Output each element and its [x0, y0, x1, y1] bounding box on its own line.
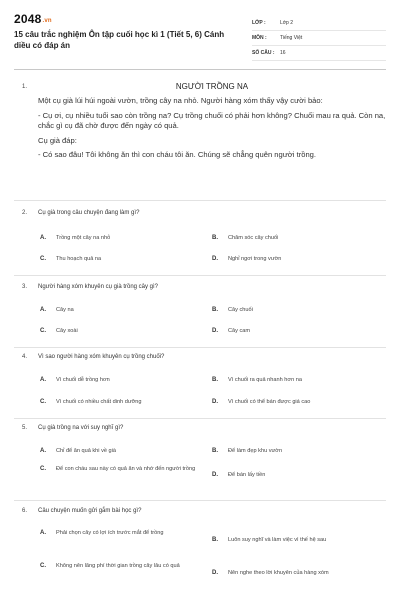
question-number: 1.	[22, 84, 28, 90]
logo-main: 2048	[14, 12, 42, 26]
option-key: A.	[40, 448, 46, 454]
option-text: Để con cháu sau này có quả ăn và nhớ đến người trồng	[56, 466, 196, 472]
answer-option-b[interactable]	[212, 536, 326, 544]
question-text: Người hàng xóm khuyên cụ già trồng cây gì?	[38, 284, 159, 290]
option-text: Vì chuối dễ trồng hơn	[56, 377, 110, 383]
answer-option-d[interactable]	[212, 471, 265, 479]
answer-option-c[interactable]	[40, 562, 210, 570]
option-key: B.	[212, 307, 218, 313]
option-key: D.	[212, 328, 218, 334]
option-key: A.	[40, 530, 46, 536]
answer-option-c[interactable]	[40, 465, 210, 473]
answer-option-d[interactable]	[212, 255, 281, 263]
answer-option-b[interactable]	[212, 376, 302, 384]
answer-option-b[interactable]	[212, 234, 278, 242]
option-text: Nghỉ ngơi trong vườn	[228, 256, 282, 262]
option-text: Cây xoài	[56, 328, 78, 334]
option-key: C.	[40, 466, 46, 472]
divider	[14, 500, 386, 501]
site-logo[interactable]	[14, 12, 52, 26]
info-table	[252, 16, 386, 61]
option-key: B.	[212, 448, 218, 454]
info-label: MÔN :	[252, 35, 267, 41]
document-title: 15 câu trắc nghiệm Ôn tập cuối học kì 1 (Tiết 5, 6) Cánh diều có đáp án	[14, 30, 225, 50]
info-label: SỐ CÂU :	[252, 50, 275, 56]
passage-paragraph: - Có sao đâu! Tôi không ăn thì con cháu tôi ăn. Chúng sẽ chẳng quên người trồng.	[38, 150, 316, 159]
option-key: A.	[40, 307, 46, 313]
option-key: D.	[212, 256, 218, 262]
question-number: 5.	[22, 425, 28, 431]
option-text: Vì chuối có nhiều chất dinh dưỡng	[56, 399, 142, 405]
header-divider	[14, 69, 386, 70]
info-value: Lớp 2	[280, 20, 294, 26]
answer-option-a[interactable]	[40, 447, 116, 455]
option-text: Để bán lấy tiền	[228, 472, 266, 478]
option-text: Chỉ để ăn quả khi về già	[56, 448, 117, 454]
option-key: C.	[40, 563, 46, 569]
option-text: Cây na	[56, 307, 74, 313]
passage-title: NGƯỜI TRỒNG NA	[175, 82, 249, 91]
info-row-class	[252, 16, 386, 31]
reading-passage	[38, 82, 386, 165]
answer-option-c[interactable]	[40, 255, 101, 263]
passage-paragraph: - Cụ ơi, cụ nhiều tuổi sao còn trồng na? Cụ trồng chuối có phải hơn không? Chuối mau ra quả. Còn na, chắc gì cụ đã chờ được đến ngày có quả.	[38, 110, 386, 130]
answer-option-a[interactable]	[40, 376, 110, 384]
answer-option-b[interactable]	[212, 447, 282, 455]
info-value: 16	[280, 50, 286, 56]
question-text: Cụ già trồng na với suy nghĩ gì?	[38, 425, 124, 431]
divider	[14, 200, 386, 201]
passage-paragraph: Cụ già đáp:	[38, 135, 77, 145]
answer-option-a[interactable]	[40, 234, 110, 242]
option-key: A.	[40, 235, 46, 241]
question-text: Vì sao người hàng xóm khuyên cụ trồng chuối?	[38, 354, 165, 360]
logo-suffix: .vn	[42, 18, 52, 24]
question-number: 4.	[22, 354, 28, 360]
info-row-count	[252, 46, 386, 61]
option-key: C.	[40, 399, 46, 405]
option-key: B.	[212, 235, 218, 241]
option-text: Chăm sóc cây chuối	[228, 235, 279, 241]
option-key: A.	[40, 377, 46, 383]
question-number: 6.	[22, 508, 28, 514]
question-number: 2.	[22, 210, 28, 216]
answer-option-a[interactable]	[40, 529, 210, 537]
option-text: Trồng một cây na nhỏ	[56, 235, 111, 241]
info-label: LỚP :	[252, 20, 266, 26]
answer-option-c[interactable]	[40, 327, 78, 335]
question-text: Câu chuyện muốn gửi gắm bài học gì?	[38, 508, 142, 514]
answer-option-d[interactable]	[212, 569, 329, 577]
divider	[14, 275, 386, 276]
option-key: D.	[212, 399, 218, 405]
info-row-subject	[252, 31, 386, 46]
option-text: Thu hoạch quả na	[56, 256, 102, 262]
option-key: B.	[212, 537, 218, 543]
option-key: D.	[212, 570, 218, 576]
option-text: Luôn suy nghĩ và làm việc vì thế hệ sau	[228, 537, 327, 543]
answer-option-b[interactable]	[212, 306, 253, 314]
option-text: Phải chọn cây có lợi ích trước mắt để trồng	[56, 530, 164, 536]
answer-option-a[interactable]	[40, 306, 74, 314]
option-key: C.	[40, 328, 46, 334]
passage-paragraph: Một cụ già lúi húi ngoài vườn, trồng cây na nhỏ. Người hàng xóm thấy vậy cười bảo:	[38, 96, 323, 105]
option-text: Vì chuối có thể bán được giá cao	[228, 399, 311, 405]
option-text: Không nên lãng phí thời gian trồng cây lâu có quả	[56, 563, 180, 569]
option-key: D.	[212, 472, 218, 478]
option-text: Nên nghe theo lời khuyên của hàng xóm	[228, 570, 329, 576]
option-text: Vì chuối ra quả nhanh hơn na	[228, 377, 302, 383]
document-header	[14, 10, 386, 62]
option-key: B.	[212, 377, 218, 383]
option-text: Để làm đẹp khu vườn	[228, 448, 283, 454]
option-key: C.	[40, 256, 46, 262]
info-value: Tiếng Việt	[280, 35, 303, 41]
question-number: 3.	[22, 284, 28, 290]
option-text: Cây cam	[228, 328, 251, 334]
answer-option-d[interactable]	[212, 327, 250, 335]
option-text: Cây chuối	[228, 307, 253, 313]
question-text: Cụ già trong câu chuyện đang làm gì?	[38, 210, 140, 216]
answer-option-d[interactable]	[212, 398, 310, 406]
answer-option-c[interactable]	[40, 398, 141, 406]
divider	[14, 347, 386, 348]
divider	[14, 418, 386, 419]
